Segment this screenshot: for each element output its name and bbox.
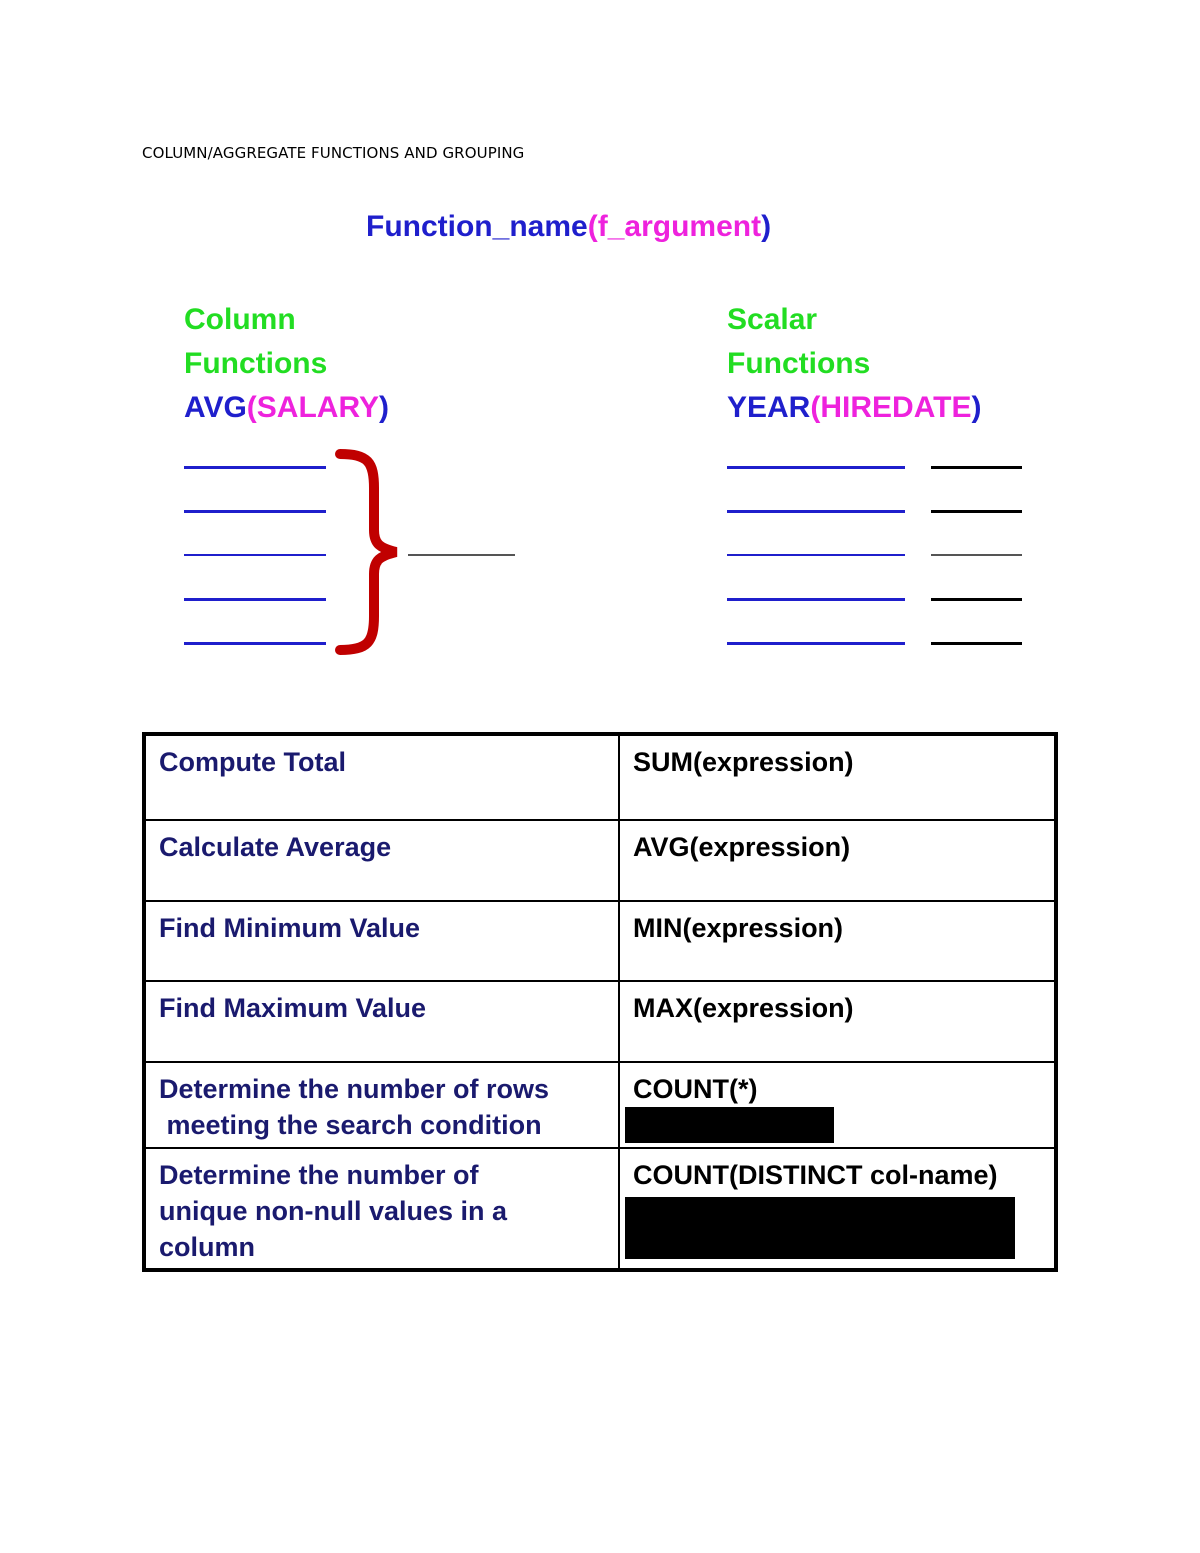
scalar-functions-block [727, 298, 981, 430]
syntax-close-paren: ) [761, 210, 772, 243]
column-input-line-4 [184, 598, 326, 601]
row-function-cell [619, 1148, 1056, 1270]
column-functions-block [184, 298, 389, 430]
table-row [144, 901, 1056, 981]
column-input-line-3 [184, 554, 326, 556]
scalar-output-line-5 [931, 642, 1022, 645]
column-input-line-1 [184, 466, 326, 469]
scalar-input-line-3 [727, 554, 905, 556]
column-functions-example [184, 386, 389, 430]
scalar-input-line-1 [727, 466, 905, 469]
column-functions-label-1: Column [184, 303, 296, 336]
page-heading: COLUMN/AGGREGATE FUNCTIONS AND GROUPING [142, 144, 525, 162]
row-description: Determine the number of unique non-null values in a column [144, 1148, 619, 1270]
syntax-open-paren: ( [587, 210, 598, 243]
syntax-argument: f_argument [597, 210, 762, 243]
scalar-output-line-1 [931, 466, 1022, 469]
function-syntax [366, 210, 771, 244]
table-row [144, 981, 1056, 1062]
column-example-open: ( [246, 391, 257, 424]
scalar-output-line-3 [931, 554, 1022, 556]
row-function: AVG(expression) [619, 820, 1056, 901]
column-example-close: ) [379, 391, 390, 424]
row-description: Determine the number of rows meeting the search condition [144, 1062, 619, 1148]
table-row [144, 1062, 1056, 1148]
column-input-line-2 [184, 510, 326, 513]
row-function-cell [619, 1062, 1056, 1148]
scalar-input-line-2 [727, 510, 905, 513]
column-example-arg: SALARY [256, 391, 380, 424]
row-function: COUNT(*) [633, 1074, 758, 1104]
aggregate-functions-table [142, 732, 1058, 1272]
row-function: COUNT(DISTINCT col-name) [633, 1160, 998, 1190]
table-row [144, 820, 1056, 901]
scalar-output-line-2 [931, 510, 1022, 513]
row-description: Compute Total [144, 734, 619, 820]
column-functions-label-2: Functions [184, 347, 328, 380]
scalar-example-open: ( [810, 391, 821, 424]
scalar-example-arg: HIREDATE [820, 391, 972, 424]
scalar-example-fn: YEAR [727, 391, 811, 424]
column-result-line [408, 554, 515, 556]
scalar-functions-label-2: Functions [727, 347, 871, 380]
brace-path [340, 454, 396, 650]
row-function: MAX(expression) [619, 981, 1056, 1062]
row-function: SUM(expression) [619, 734, 1056, 820]
scalar-example-close: ) [971, 391, 982, 424]
redaction-bar [625, 1107, 834, 1143]
table-row [144, 734, 1056, 820]
redaction-bar [625, 1197, 1015, 1259]
curly-brace-icon [330, 448, 410, 658]
syntax-function-name: Function_name [366, 210, 588, 243]
column-example-fn: AVG [184, 391, 247, 424]
scalar-functions-label-1: Scalar [727, 303, 818, 336]
scalar-input-line-5 [727, 642, 905, 645]
row-function: MIN(expression) [619, 901, 1056, 981]
scalar-functions-example [727, 386, 981, 430]
scalar-input-line-4 [727, 598, 905, 601]
row-description: Calculate Average [144, 820, 619, 901]
row-description: Find Maximum Value [144, 981, 619, 1062]
column-input-line-5 [184, 642, 326, 645]
scalar-output-line-4 [931, 598, 1022, 601]
table-row [144, 1148, 1056, 1270]
row-description: Find Minimum Value [144, 901, 619, 981]
